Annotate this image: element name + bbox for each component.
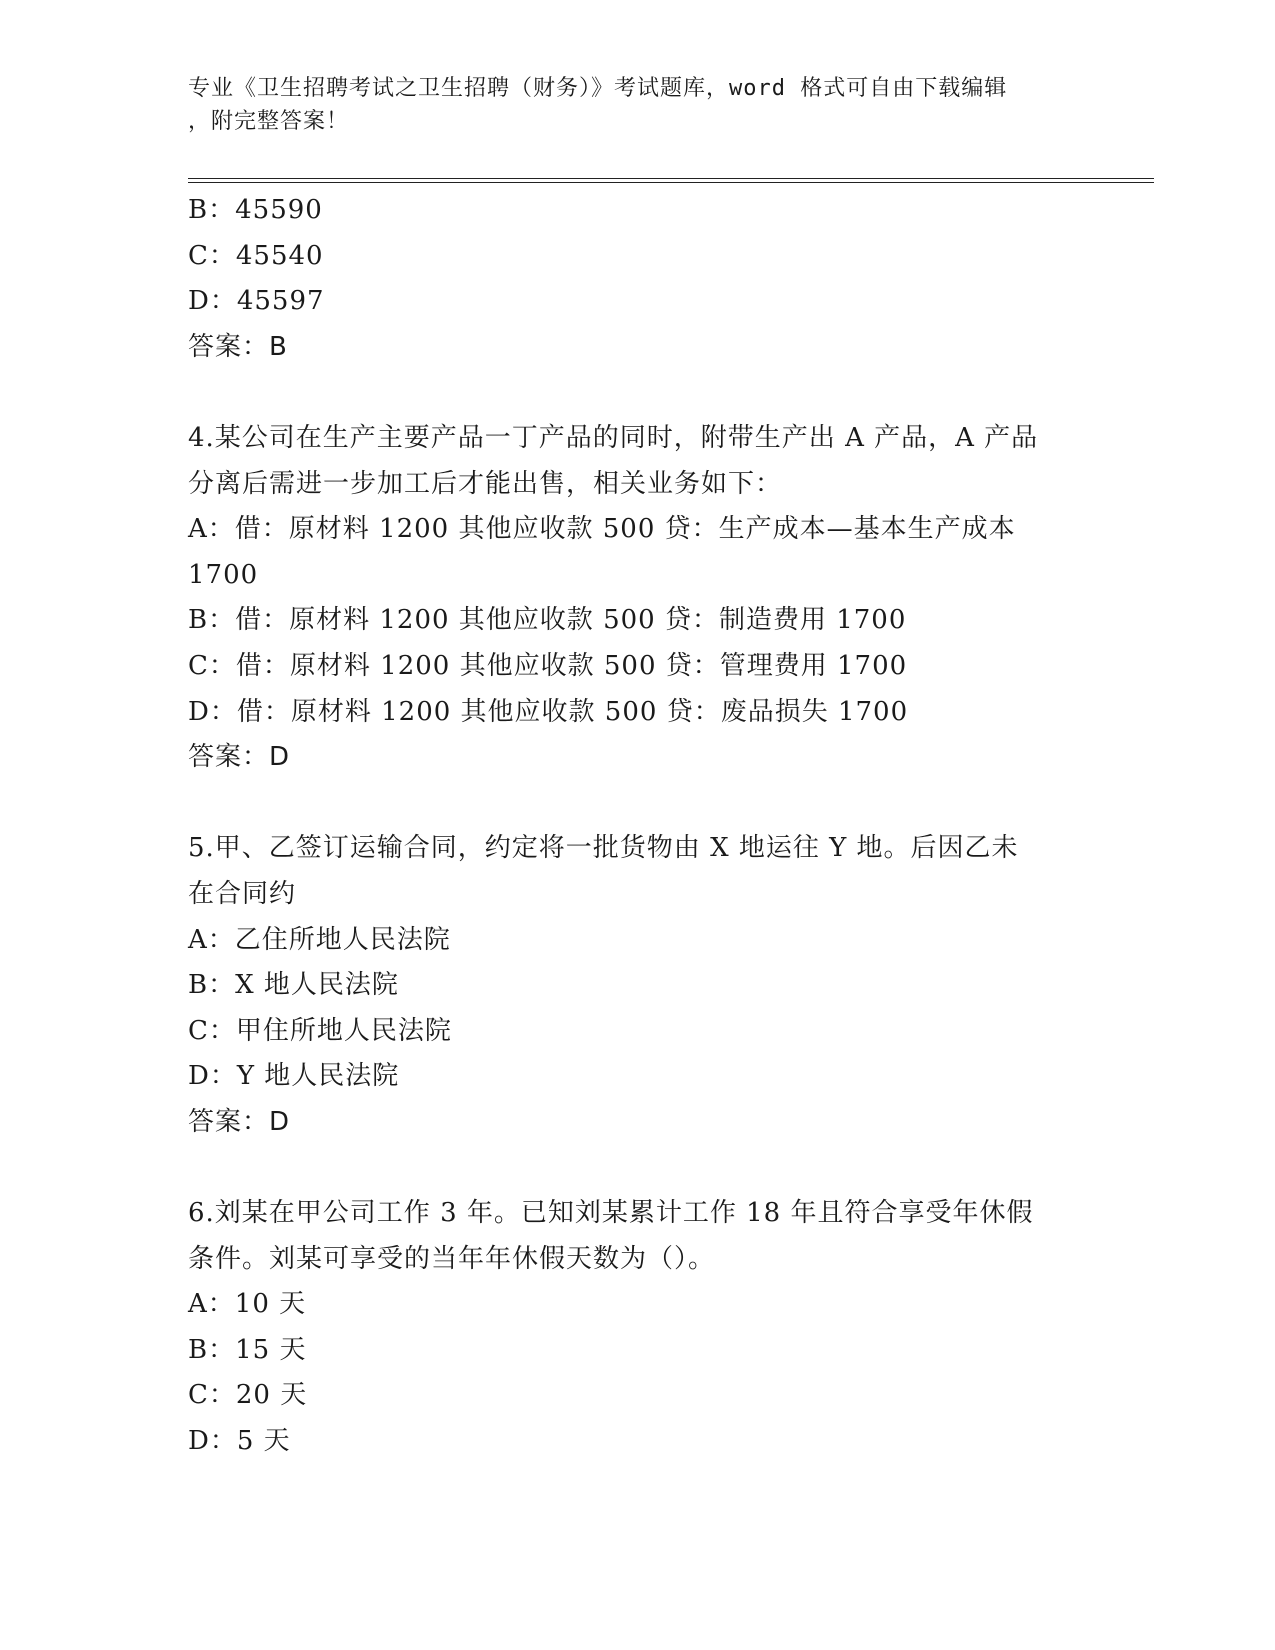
spacer [188, 1145, 1108, 1191]
q3-option-c: C：45540 [188, 240, 324, 271]
q5-option-a: A：乙住所地人民法院 [188, 924, 451, 955]
q3-option-b: B：45590 [188, 195, 323, 225]
question-5 [188, 826, 1108, 1145]
q6-option-a: A：10 天 [188, 1289, 307, 1320]
q6-stem-line-1: 6.刘某在甲公司工作 3 年。已知刘某累计工作 18 年且符合享受年休假 [188, 1198, 1034, 1229]
q5-option-d: D：Y 地人民法院 [188, 1061, 400, 1092]
q6-option-b: B：15 天 [188, 1334, 307, 1365]
q4-option-d: D：借：原材料 1200 其他应收款 500 贷：废品损失 1700 [188, 696, 909, 727]
q4-option-a-line-2: 1700 [188, 559, 259, 590]
q6-stem-line-2: 条件。刘某可享受的当年年休假天数为（）。 [188, 1243, 716, 1274]
header-divider-top [188, 178, 1154, 179]
q5-option-b: B：X 地人民法院 [188, 970, 399, 1001]
q5-answer: 答案：D [188, 1106, 291, 1137]
spacer [188, 781, 1108, 827]
q5-option-c: C：甲住所地人民法院 [188, 1015, 452, 1046]
q4-option-c: C：借：原材料 1200 其他应收款 500 贷：管理费用 1700 [188, 650, 908, 681]
q3-answer: 答案：B [188, 331, 288, 362]
q4-answer: 答案：D [188, 742, 291, 773]
q4-stem-line-1: 4.某公司在生产主要产品一丁产品的同时，附带生产出 A 产品，A 产品 [188, 422, 1039, 453]
question-content [188, 188, 1108, 1465]
q5-stem-line-2: 在合同约 [188, 878, 297, 909]
document-header [188, 72, 1068, 138]
q4-option-b: B：借：原材料 1200 其他应收款 500 贷：制造费用 1700 [188, 605, 907, 636]
q3-option-d: D：45597 [188, 286, 325, 317]
q4-stem-line-2: 分离后需进一步加工后才能出售，相关业务如下： [188, 468, 783, 499]
q6-option-c: C：20 天 [188, 1380, 308, 1411]
spacer [188, 370, 1108, 416]
q5-stem-line-1: 5.甲、乙签订运输合同，约定将一批货物由 X 地运往 Y 地。后因乙未 [188, 833, 1019, 864]
q6-option-d: D：5 天 [188, 1426, 291, 1457]
question-4 [188, 416, 1108, 781]
question-3-tail [188, 188, 1108, 370]
header-line-2: ，附完整答案！ [188, 109, 350, 134]
header-divider-bottom [188, 182, 1154, 183]
q4-option-a-line-1: A：借：原材料 1200 其他应收款 500 贷：生产成本—基本生产成本 [188, 514, 1016, 545]
header-line-1: 专业《卫生招聘考试之卫生招聘（财务）》考试题库，word 格式可自由下载编辑 [188, 76, 1008, 101]
question-6 [188, 1191, 1108, 1465]
